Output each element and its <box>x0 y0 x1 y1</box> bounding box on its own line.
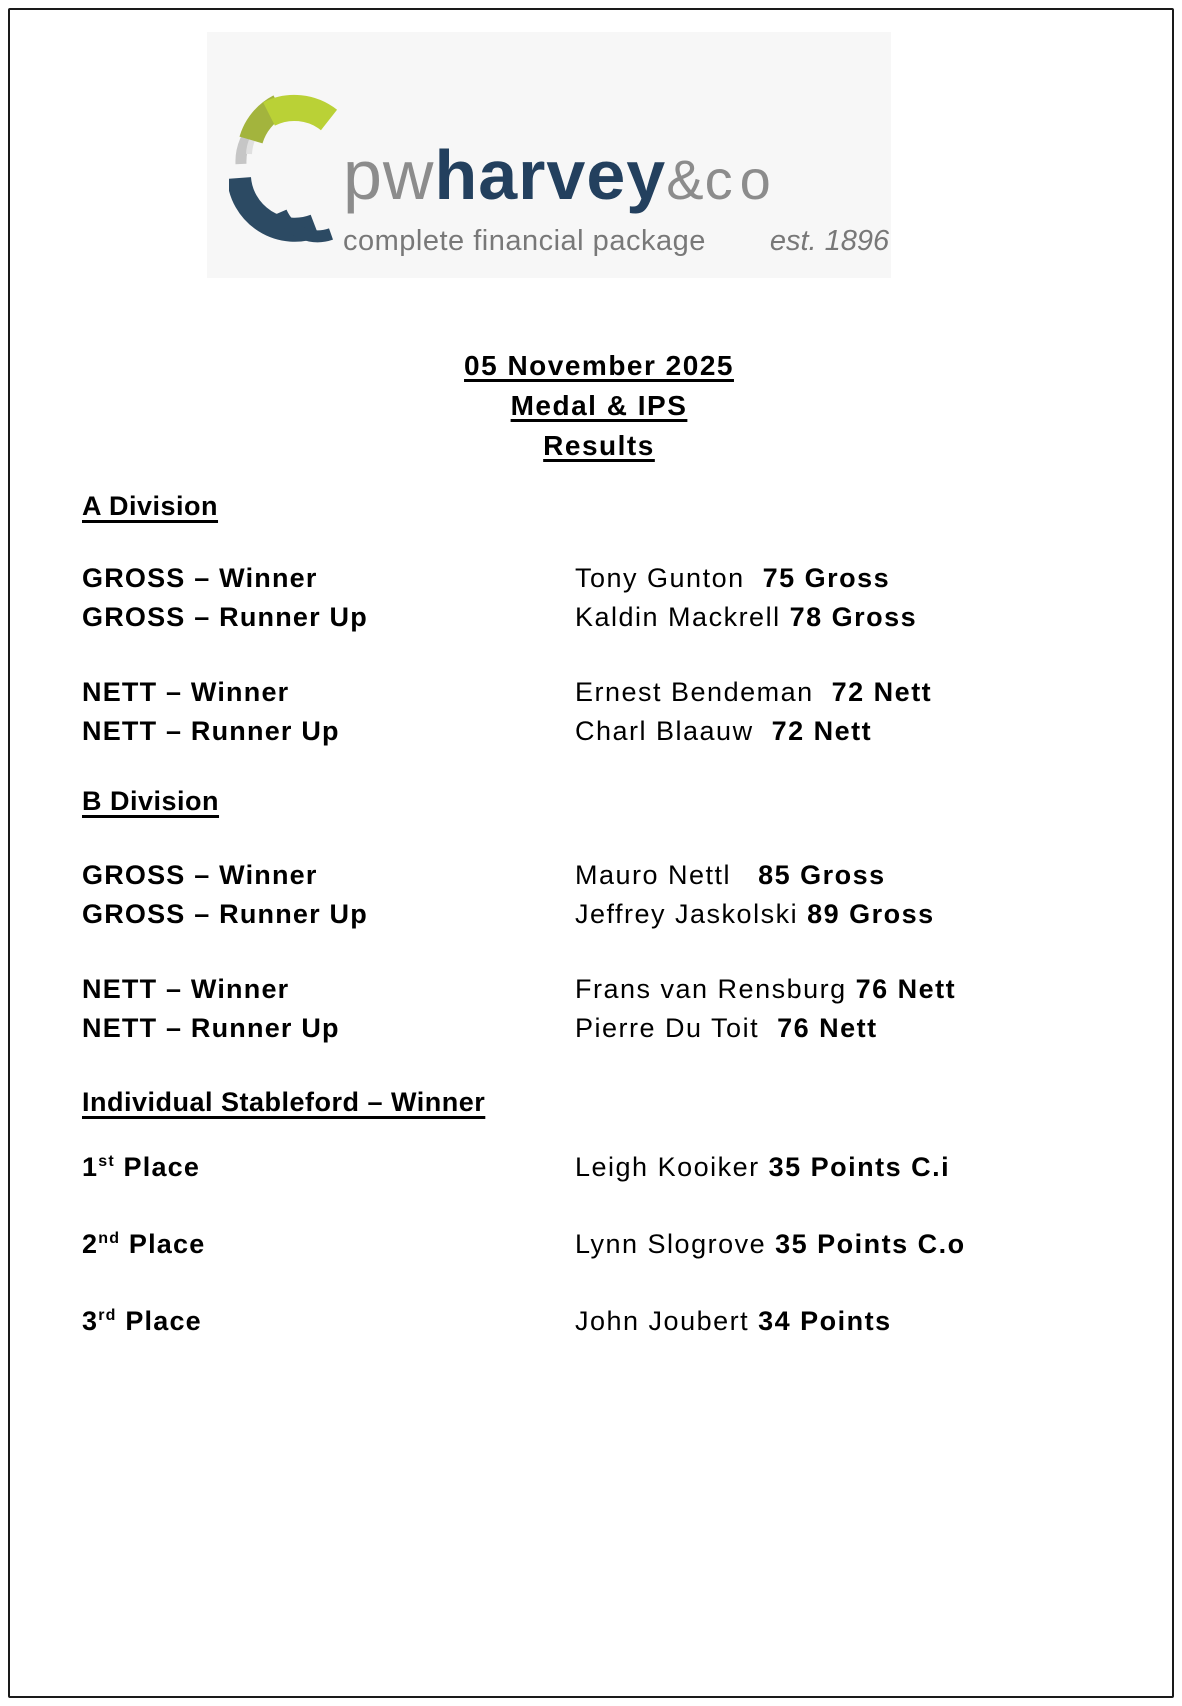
player-name: Jeffrey Jaskolski <box>575 899 808 929</box>
place-ordinal-suffix: nd <box>98 1230 121 1247</box>
result-label: NETT – Runner Up <box>82 1013 340 1043</box>
result-label: NETT – Winner <box>82 677 290 707</box>
player-name: Lynn Slogrove <box>575 1229 776 1259</box>
result-value <box>575 895 935 934</box>
player-name: John Joubert <box>575 1306 759 1336</box>
document-title <box>82 346 1116 466</box>
result-value <box>575 1009 878 1048</box>
player-score: 35 Points C.o <box>775 1229 966 1259</box>
result-value <box>575 1230 966 1258</box>
logo-text <box>343 136 890 257</box>
place-word: Place <box>116 1306 202 1336</box>
brand-pw: pw <box>343 136 435 214</box>
place-label <box>82 1307 575 1335</box>
player-score: 89 Gross <box>807 899 935 929</box>
player-name: Tony Gunton <box>575 563 763 593</box>
result-label: NETT – Runner Up <box>82 716 340 746</box>
stableford-row <box>82 1230 1116 1258</box>
title-date-row <box>82 346 1116 386</box>
heading-b-division: B Division <box>82 786 220 816</box>
player-score: 72 Nett <box>831 677 933 707</box>
result-row <box>82 856 1116 895</box>
title-event: Medal & IPS <box>510 390 688 421</box>
place-label <box>82 1230 575 1258</box>
heading-a-division: A Division <box>82 491 219 521</box>
player-score: 72 Nett <box>771 716 873 746</box>
result-row <box>82 598 1116 637</box>
logo-swoosh-icon <box>229 76 341 258</box>
result-value <box>575 1307 892 1335</box>
result-value <box>575 598 917 637</box>
heading-individual-stableford: Individual Stableford – Winner <box>82 1087 486 1117</box>
b-division-nett-group <box>82 970 1116 1048</box>
result-label: GROSS – Runner Up <box>82 602 368 632</box>
brand-name <box>343 136 889 215</box>
title-event-row <box>82 386 1116 426</box>
place-label <box>82 1153 575 1181</box>
a-division-gross-group <box>82 559 1116 637</box>
place-word: Place <box>114 1152 201 1182</box>
player-score: 75 Gross <box>762 563 891 593</box>
player-score: 76 Nett <box>777 1013 878 1043</box>
title-date: 05 November 2025 <box>464 350 734 381</box>
result-row <box>82 970 1116 1009</box>
player-name: Leigh Kooiker <box>575 1152 769 1182</box>
result-label: GROSS – Winner <box>82 860 318 890</box>
player-name: Frans van Rensburg <box>575 974 856 1004</box>
player-name: Kaldin Mackrell <box>575 602 790 632</box>
result-label: GROSS – Runner Up <box>82 899 368 929</box>
brand-tagline-row <box>343 225 889 257</box>
result-value <box>575 559 890 598</box>
player-name: Charl Blaauw <box>575 716 772 746</box>
result-row <box>82 673 1116 712</box>
place-number: 1 <box>82 1152 99 1182</box>
result-row <box>82 1009 1116 1048</box>
stableford-row <box>82 1153 1116 1181</box>
result-value <box>575 1153 950 1181</box>
player-name: Mauro Nettl <box>575 860 759 890</box>
result-label: GROSS – Winner <box>82 563 318 593</box>
player-score: 85 Gross <box>758 860 886 890</box>
title-results-row <box>82 426 1116 466</box>
brand-ampersand: & <box>666 148 705 211</box>
company-logo <box>207 32 891 278</box>
brand-established: est. 1896 <box>769 225 890 257</box>
player-name: Pierre Du Toit <box>575 1013 778 1043</box>
place-ordinal-suffix: rd <box>98 1307 117 1324</box>
place-word: Place <box>120 1229 206 1259</box>
player-score: 76 Nett <box>855 974 957 1004</box>
result-value <box>575 712 872 751</box>
player-score: 34 Points <box>758 1306 892 1336</box>
result-value <box>575 856 886 895</box>
place-number: 2 <box>82 1229 99 1259</box>
result-row <box>82 559 1116 598</box>
result-row <box>82 895 1116 934</box>
result-value <box>575 970 956 1009</box>
brand-co: co <box>704 148 778 211</box>
player-name: Ernest Bendeman <box>575 677 832 707</box>
place-ordinal-suffix: st <box>98 1153 115 1170</box>
page-border <box>8 8 1174 1698</box>
title-results: Results <box>543 430 655 461</box>
a-division-nett-group <box>82 673 1116 751</box>
result-label: NETT – Winner <box>82 974 290 1004</box>
brand-tagline: complete financial package <box>343 225 706 257</box>
player-score: 35 Points C.i <box>768 1152 951 1182</box>
stableford-row <box>82 1307 1116 1335</box>
player-score: 78 Gross <box>789 602 918 632</box>
document-body <box>82 346 1116 1335</box>
brand-harvey: harvey <box>434 136 667 214</box>
result-row <box>82 712 1116 751</box>
b-division-gross-group <box>82 856 1116 934</box>
place-number: 3 <box>82 1306 99 1336</box>
result-value <box>575 673 932 712</box>
